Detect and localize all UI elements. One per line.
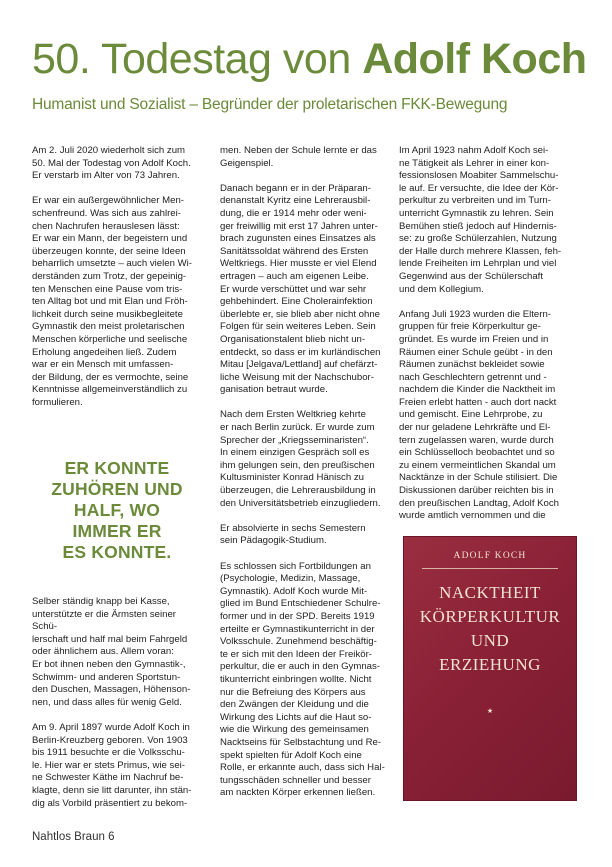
- paragraph: Am 2. Juli 2020 wiederholt sich zum 50. Mal der Todestag von Adolf Koch. Er verstarb im Alter von 73 Jahren.: [32, 145, 191, 182]
- book-cover-image: [404, 537, 576, 800]
- paragraph: men. Neben der Schule lernte er das Geigenspiel.: [220, 145, 377, 169]
- pull-quote: ER KONNTE ZUHÖREN UND HALF, WO IMMER ER ES KONNTE.: [51, 458, 183, 562]
- paragraph: Danach begann er in der Präparan- denanstalt Kyritz eine Lehrerausbil- dung, die er 1914 mehr oder weni- ger freiwillig mit erst 17 Jahren unter- brach zugunsten eines Einsatzes als Sanitätssoldat während des Ersten Weltkriegs. Hier musste er viel Elend ertragen – auch am eigenen Leibe. Er wurde verschüttet und war sehr gehbehindert. Eine Cholerainfektion überlebte er, sie blieb aber nicht ohne Folgen für sein weiteres Leben. Sein Organisationstalent blieb nicht un- entdeckt, so dass er im kurländischen Mitau [Jelgava/Lettland] auf chefärzt- liche Weisung mit der Nachschubor- ganisation betraut wurde.: [220, 182, 381, 396]
- paragraph: Er absolvierte in sechs Semestern sein Pädagogik-Studium.: [220, 522, 366, 547]
- paragraph: Es schlossen sich Fortbildungen an (Psychologie, Medizin, Massage, Gymnastik). Adolf Koch wurde Mit- glied im Bund Entschiedener Schulre- former und in der SPD. Bereits 1919 erteilte er Gymnastikunterricht in der Volksschule. Zunehmend beschäftig- te er sich mit den Ideen der Freikör- perkultur, die er auch in den Gymnas- tikunterricht einbringen wollte. Nicht nur die Befreiung des Körpers aus den Zwängen der Kleidung und die Wirkung des Lichts auf die Haut so- wie die Wirkung des gemeinsamen Nacktseins für Selbstachtung und Re- spekt spielten für Adolf Koch eine Rolle, er erkannte auch, dass sich Hal- tungsschäden schneller und besser am nackten Körper erkennen ließen.: [220, 560, 385, 799]
- paragraph: Selber ständig knapp bei Kasse, unterstützte er die Ärmsten seiner Schü- lerschaft und half mal beim Fahrgeld oder ähnlichem aus. Allem voran: Er bot ihnen neben den Gymnastik-, Schwimm- und anderen Sportstun- den Duschen, Massagen, Höhenson- nen, und dass alles für wenig Geld.: [32, 596, 191, 708]
- book-ornament-icon: ★: [486, 708, 494, 715]
- article-column-1-continued: [32, 596, 202, 823]
- title-prefix: 50. Todestag von: [32, 35, 363, 83]
- paragraph: Im April 1923 nahm Adolf Koch sei- ne Tätigkeit als Lehrer in einer kon- fessionslosen Moabiter Sammelschu- le auf. Er versuchte, die Idee der Kör- perkultur zu verbreiten und im Turn- unterricht Gymnastik zu lehren. Sein Bemühen stieß jedoch auf Hindernis- se: zu große Schülerzahlen, Nutzung der Halle durch mehrere Klassen, feh- lende Freiheiten im Lehrplan und viel Gegenwind aus der Schülerschaft und dem Kollegium.: [399, 145, 562, 295]
- article-column-3: [399, 145, 577, 535]
- paragraph: Er war ein außergewöhnlicher Men- schenfreund. Was sich aus zahlrei- chen Nachrufen herauslesen lässt: Er war ein Mann, der begeistern und überzeugen konnte, der seine Ideen beharrlich umsetzte – auch vielen Wi- derständen zum Trotz, der gepeinig- ten Menschen eine Pause vom tris- ten Alltag bot und mit Elan und Fröh- lichkeit durch seine musikbegleitete Gymnastik den meist proletarischen Menschen körperliche und seelische Erholung angedeihen ließ. Zudem war er ein Mensch mit umfassen- der Bildung, der es vermochte, seine Kenntnisse allgemeinverständlich zu formulieren.: [32, 195, 192, 408]
- book-title: NACKTHEIT KÖRPERKULTUR UND ERZIEHUNG: [419, 583, 561, 674]
- page-subtitle: Humanist und Sozialist – Begründer der proletarischen FKK-Bewegung: [32, 96, 508, 113]
- book-divider: [422, 568, 558, 569]
- paragraph: Anfang Juli 1923 wurden die Eltern- gruppen für freie Körperkultur ge- gründet. Es wurde im Freien und in Räumen einer Schule geübt - in den Räumen zunächst bekleidet sowie nach Geschlechtern getrennt und - nachdem die Kinder die Nacktheit im Freien erlebt hatten - auch dort nackt und gemischt. Eine Lehrprobe, zu der nur geladene Lehrkräfte und El- tern zugelassen waren, wurde durch ein Schlüsselloch beobachtet und so zu einem vermeintlichen Skandal um Nacktänze in der Schule stilisiert. Die Diskussionen darüber reichten bis in den preußischen Landtag, Adolf Koch wurde amtlich vernommen und die: [399, 308, 560, 522]
- article-column-1: [32, 145, 202, 422]
- article-column-2: [220, 145, 392, 812]
- page-title: [32, 36, 592, 82]
- page-footer: Nahtlos Braun 6: [32, 831, 115, 843]
- book-author: ADOLF KOCH: [453, 551, 527, 561]
- title-name: Adolf Koch: [362, 35, 587, 83]
- paragraph: Am 9. April 1897 wurde Adolf Koch in Berlin-Kreuzberg geboren. Von 1903 bis 1911 besuchte er die Volksschu- le. Hier war er stets Primus, wie sei- ne Schwester Käthe im Nachruf be- klagte, denn sie litt darunter, ihn stän- dig als Vorbild präsentiert zu bekom-: [32, 721, 192, 809]
- paragraph: Nach dem Ersten Weltkrieg kehrte er nach Berlin zurück. Er wurde zum Sprecher der „Kriegsseminaristen“. In einem einzigen Gespräch soll es ihm gelungen sein, den preußischen Kultusminister Konrad Hänisch zu überzeugen, die Lehrerausbildung in den Universitätsbetrieb einzugliedern.: [220, 409, 381, 509]
